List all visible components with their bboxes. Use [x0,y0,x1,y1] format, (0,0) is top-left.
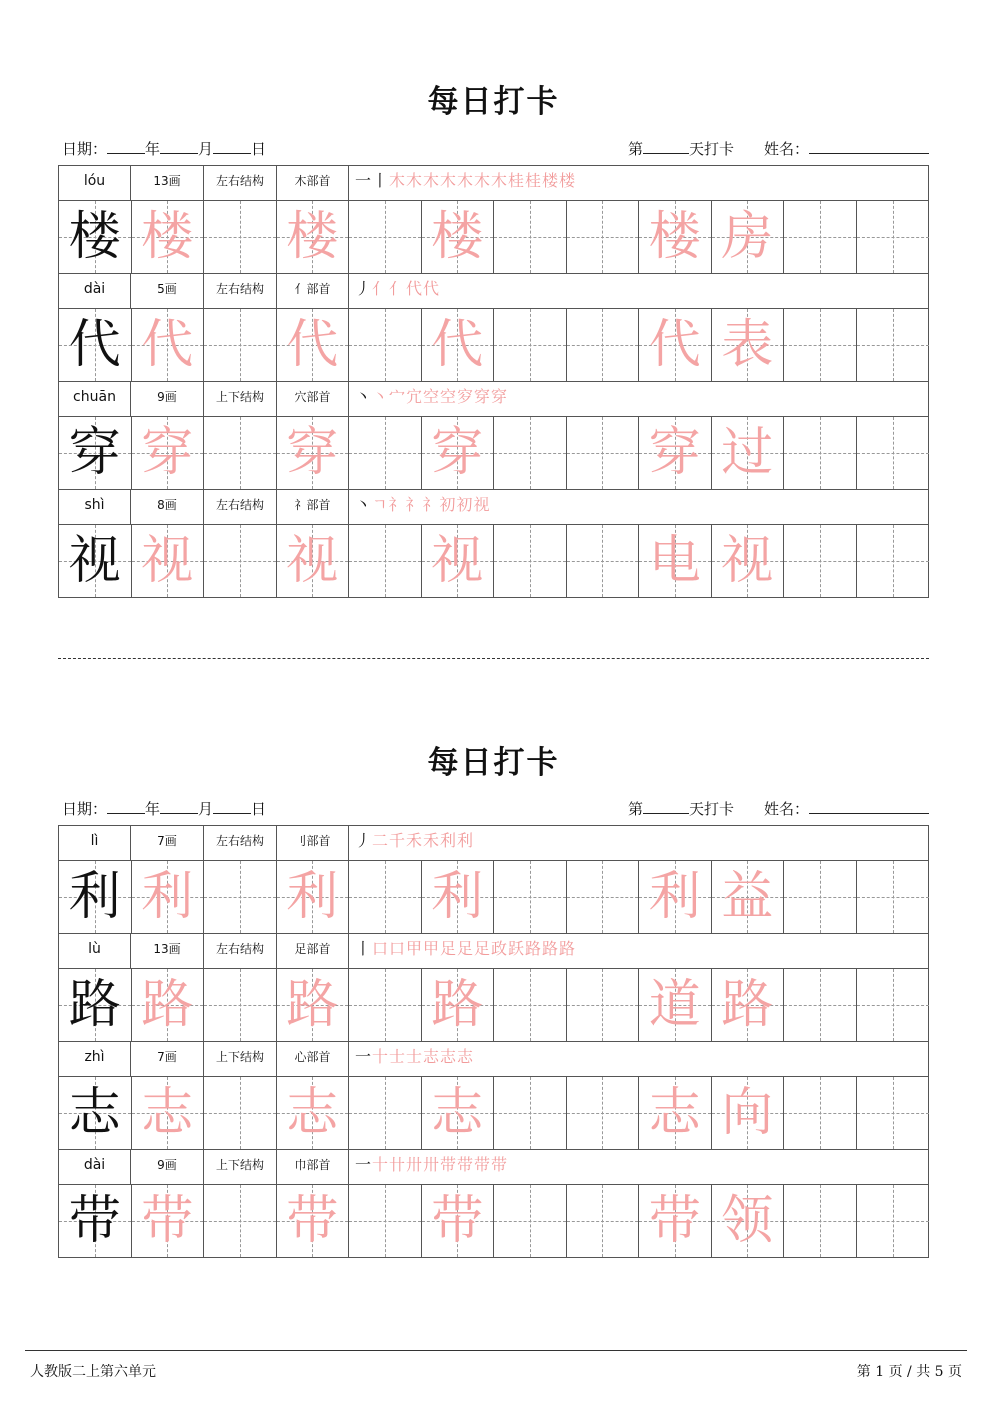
stroke-order-rest: 二千禾禾利利 [372,831,475,850]
date-label: 日期： [62,800,108,818]
stroke-order-rest: 丶宀宂空空穸穿穿 [372,387,509,406]
writing-cell[interactable] [204,201,277,273]
writing-cell[interactable] [857,1077,930,1149]
stroke-order-done: 丶 [355,387,373,406]
day-label: 日 [251,800,267,818]
model-character: 穿 [68,423,121,483]
writing-cell[interactable] [639,861,712,933]
writing-cell[interactable] [639,417,712,489]
stroke-order-done: 丨 [355,939,373,958]
nth-blank[interactable] [643,138,689,154]
trace-character: 志 [286,1083,339,1143]
writing-cell[interactable] [59,969,132,1041]
stroke-order-rest: 十卄卅卅带带带带 [372,1155,509,1174]
trace-character: 视 [431,531,484,591]
writing-cell[interactable] [422,309,495,381]
stroke-order-done: 丿 [355,279,373,298]
writing-cell[interactable] [784,309,857,381]
writing-cell[interactable] [857,417,930,489]
practice-row [59,969,928,1042]
stroke-order-rest: ㄱ礻礻礻初初视 [372,495,491,514]
writing-cell[interactable] [59,309,132,381]
radical: 刂部首 [277,826,349,860]
writing-cell[interactable] [59,525,132,597]
writing-cell[interactable] [204,969,277,1041]
writing-cell[interactable] [422,417,495,489]
writing-cell[interactable] [639,309,712,381]
month-blank[interactable] [160,138,198,154]
writing-cell[interactable] [59,417,132,489]
writing-cell[interactable] [422,969,495,1041]
structure-type: 左右结构 [204,490,277,524]
page-title: 每日打卡 [427,84,560,120]
word-character: 益 [721,867,774,927]
word-character: 楼 [648,207,701,267]
practice-row [59,1185,928,1257]
month-blank[interactable] [160,798,198,814]
writing-cell[interactable] [784,1185,857,1257]
char-info-row [59,274,928,309]
word-character: 过 [721,423,774,483]
trace-character: 代 [141,315,194,375]
word-character: 视 [721,531,774,591]
word-character: 电 [648,531,701,591]
day-blank[interactable] [213,138,251,154]
radical: 礻部首 [277,490,349,524]
trace-character: 带 [431,1191,484,1251]
stroke-order-done: 一 [355,1047,373,1066]
writing-cell[interactable] [857,201,930,273]
stroke-order-done: 一丨 [355,171,390,190]
writing-cell[interactable] [277,1077,350,1149]
writing-cell[interactable] [132,417,205,489]
info-line [60,138,929,160]
info-line [60,798,929,820]
writing-cell[interactable] [857,525,930,597]
writing-cell[interactable] [712,1185,785,1257]
writing-cell[interactable] [132,201,205,273]
model-character: 利 [68,867,121,927]
char-info-row [59,490,928,525]
model-character: 路 [68,975,121,1035]
writing-cell[interactable] [639,969,712,1041]
pinyin: lóu [59,166,131,200]
structure-type: 左右结构 [204,166,277,200]
year-blank[interactable] [107,798,145,814]
practice-row [59,201,928,274]
word-character: 房 [721,207,774,267]
writing-cell[interactable] [494,1077,567,1149]
writing-cell[interactable] [132,309,205,381]
writing-cell[interactable] [712,1077,785,1149]
writing-cell[interactable] [494,1185,567,1257]
writing-cell[interactable] [712,861,785,933]
structure-type: 上下结构 [204,382,277,416]
writing-cell[interactable] [712,525,785,597]
writing-cell[interactable] [422,525,495,597]
trace-character: 穿 [431,423,484,483]
writing-cell[interactable] [857,969,930,1041]
word-character: 志 [648,1083,701,1143]
pinyin: shì [59,490,131,524]
writing-cell[interactable] [784,969,857,1041]
pinyin: zhì [59,1042,131,1076]
date-label: 日期： [62,140,108,158]
stroke-order-rest: 亻亻代代 [372,279,441,298]
writing-cell[interactable] [59,861,132,933]
stroke-order-done: 丶 [355,495,373,514]
radical: 心部首 [277,1042,349,1076]
writing-cell[interactable] [277,1185,350,1257]
stroke-order-done: 一 [355,1155,373,1174]
writing-cell[interactable] [494,417,567,489]
stroke-order [349,382,928,416]
writing-cell[interactable] [204,1185,277,1257]
char-info-row [59,826,928,861]
writing-cell[interactable] [349,201,422,273]
structure-type: 上下结构 [204,1042,277,1076]
model-character: 视 [68,531,121,591]
writing-cell[interactable] [857,309,930,381]
writing-cell[interactable] [349,1185,422,1257]
radical: 穴部首 [277,382,349,416]
footer-edition: 人教版二上第六单元 [30,1364,156,1380]
writing-cell[interactable] [712,969,785,1041]
radical: 木部首 [277,166,349,200]
name-label: 姓名： [763,140,809,158]
writing-cell[interactable] [784,417,857,489]
trace-character: 带 [141,1191,194,1251]
writing-cell[interactable] [349,861,422,933]
trace-character: 楼 [286,207,339,267]
writing-cell[interactable] [567,201,640,273]
writing-cell[interactable] [349,417,422,489]
writing-cell[interactable] [494,309,567,381]
structure-type: 左右结构 [204,934,277,968]
pinyin: lù [59,934,131,968]
writing-cell[interactable] [639,201,712,273]
year-label: 年 [145,140,161,158]
writing-cell[interactable] [132,1077,205,1149]
writing-cell[interactable] [277,861,350,933]
writing-cell[interactable] [857,861,930,933]
trace-character: 楼 [431,207,484,267]
stroke-count: 13画 [131,166,204,200]
trace-character: 代 [286,315,339,375]
char-info-row [59,934,928,969]
writing-cell[interactable] [712,309,785,381]
trace-character: 楼 [141,207,194,267]
name-label: 姓名： [763,800,809,818]
month-label: 月 [198,800,214,818]
trace-character: 视 [286,531,339,591]
writing-cell[interactable] [204,309,277,381]
writing-cell[interactable] [712,201,785,273]
writing-cell[interactable] [349,525,422,597]
word-character: 道 [648,975,701,1035]
trace-character: 视 [141,531,194,591]
char-info-row [59,1042,928,1077]
nth-label: 第 [627,800,643,818]
writing-cell[interactable] [494,525,567,597]
trace-character: 路 [286,975,339,1035]
nth-label: 第 [627,140,643,158]
practice-row [59,525,928,597]
trace-character: 志 [431,1083,484,1143]
stroke-count: 9画 [131,382,204,416]
writing-cell[interactable] [59,1185,132,1257]
stroke-count: 9画 [131,1150,204,1184]
writing-cell[interactable] [422,861,495,933]
writing-cell[interactable] [639,525,712,597]
writing-cell[interactable] [132,1185,205,1257]
trace-character: 利 [286,867,339,927]
radical: 巾部首 [277,1150,349,1184]
section-divider [58,658,929,659]
practice-grid [58,165,929,598]
writing-cell[interactable] [567,969,640,1041]
writing-cell[interactable] [784,1077,857,1149]
writing-cell[interactable] [567,861,640,933]
writing-cell[interactable] [132,969,205,1041]
practice-row [59,417,928,490]
page-footer [25,1350,967,1391]
stroke-order [349,490,928,524]
name-blank[interactable] [809,798,929,814]
model-character: 志 [68,1083,121,1143]
stroke-count: 7画 [131,1042,204,1076]
year-label: 年 [145,800,161,818]
writing-cell[interactable] [567,1185,640,1257]
trace-character: 路 [141,975,194,1035]
writing-cell[interactable] [422,1185,495,1257]
model-character: 楼 [68,207,121,267]
model-character: 带 [68,1191,121,1251]
word-character: 带 [648,1191,701,1251]
structure-type: 左右结构 [204,826,277,860]
stroke-order [349,826,928,860]
day-label: 日 [251,140,267,158]
word-character: 路 [721,975,774,1035]
stroke-order-rest: 口口甲甲足足足政跃路路路 [372,939,577,958]
writing-cell[interactable] [59,1077,132,1149]
stroke-order [349,1042,928,1076]
writing-cell[interactable] [567,309,640,381]
month-label: 月 [198,140,214,158]
page-title: 每日打卡 [427,745,560,781]
checkin-label: 天打卡 [688,800,734,818]
stroke-order-done: 丿 [355,831,373,850]
day-blank[interactable] [213,798,251,814]
stroke-order [349,274,928,308]
char-info-row [59,166,928,201]
writing-cell[interactable] [349,1077,422,1149]
writing-cell[interactable] [639,1185,712,1257]
writing-cell[interactable] [494,861,567,933]
practice-row [59,1077,928,1150]
nth-blank[interactable] [643,798,689,814]
writing-cell[interactable] [639,1077,712,1149]
word-character: 向 [721,1083,774,1143]
trace-character: 志 [141,1083,194,1143]
writing-cell[interactable] [204,1077,277,1149]
stroke-order [349,166,928,200]
writing-cell[interactable] [349,309,422,381]
practice-grid [58,825,929,1258]
writing-cell[interactable] [349,969,422,1041]
radical: 足部首 [277,934,349,968]
stroke-count: 8画 [131,490,204,524]
writing-cell[interactable] [712,417,785,489]
writing-cell[interactable] [784,525,857,597]
writing-cell[interactable] [132,525,205,597]
writing-cell[interactable] [277,309,350,381]
practice-row [59,309,928,382]
writing-cell[interactable] [132,861,205,933]
writing-cell[interactable] [277,969,350,1041]
year-blank[interactable] [107,138,145,154]
writing-cell[interactable] [277,525,350,597]
writing-cell[interactable] [857,1185,930,1257]
practice-row [59,861,928,934]
writing-cell[interactable] [204,525,277,597]
writing-cell[interactable] [567,1077,640,1149]
word-character: 穿 [648,423,701,483]
stroke-count: 7画 [131,826,204,860]
writing-cell[interactable] [59,201,132,273]
trace-character: 代 [431,315,484,375]
trace-character: 利 [431,867,484,927]
stroke-count: 13画 [131,934,204,968]
trace-character: 穿 [286,423,339,483]
pinyin: dài [59,274,131,308]
writing-cell[interactable] [784,861,857,933]
stroke-count: 5画 [131,274,204,308]
model-character: 代 [68,315,121,375]
word-character: 表 [721,315,774,375]
word-character: 代 [648,315,701,375]
word-character: 利 [648,867,701,927]
writing-cell[interactable] [494,201,567,273]
writing-cell[interactable] [204,861,277,933]
writing-cell[interactable] [204,417,277,489]
writing-cell[interactable] [277,201,350,273]
trace-character: 穿 [141,423,194,483]
writing-cell[interactable] [422,1077,495,1149]
writing-cell[interactable] [784,201,857,273]
pinyin: dài [59,1150,131,1184]
name-blank[interactable] [809,138,929,154]
writing-cell[interactable] [494,969,567,1041]
trace-character: 路 [431,975,484,1035]
radical: 亻部首 [277,274,349,308]
footer-page-number: 第 1 页 / 共 5 页 [856,1364,962,1380]
stroke-order [349,1150,928,1184]
writing-cell[interactable] [567,417,640,489]
stroke-order-rest: 木木木木木木木桂桂楼楼 [389,171,577,190]
writing-cell[interactable] [422,201,495,273]
structure-type: 上下结构 [204,1150,277,1184]
word-character: 领 [721,1191,774,1251]
writing-cell[interactable] [567,525,640,597]
stroke-order [349,934,928,968]
writing-cell[interactable] [277,417,350,489]
char-info-row [59,382,928,417]
trace-character: 带 [286,1191,339,1251]
checkin-label: 天打卡 [688,140,734,158]
pinyin: chuān [59,382,131,416]
trace-character: 利 [141,867,194,927]
structure-type: 左右结构 [204,274,277,308]
pinyin: lì [59,826,131,860]
char-info-row [59,1150,928,1185]
stroke-order-rest: 十士士志志志 [372,1047,475,1066]
